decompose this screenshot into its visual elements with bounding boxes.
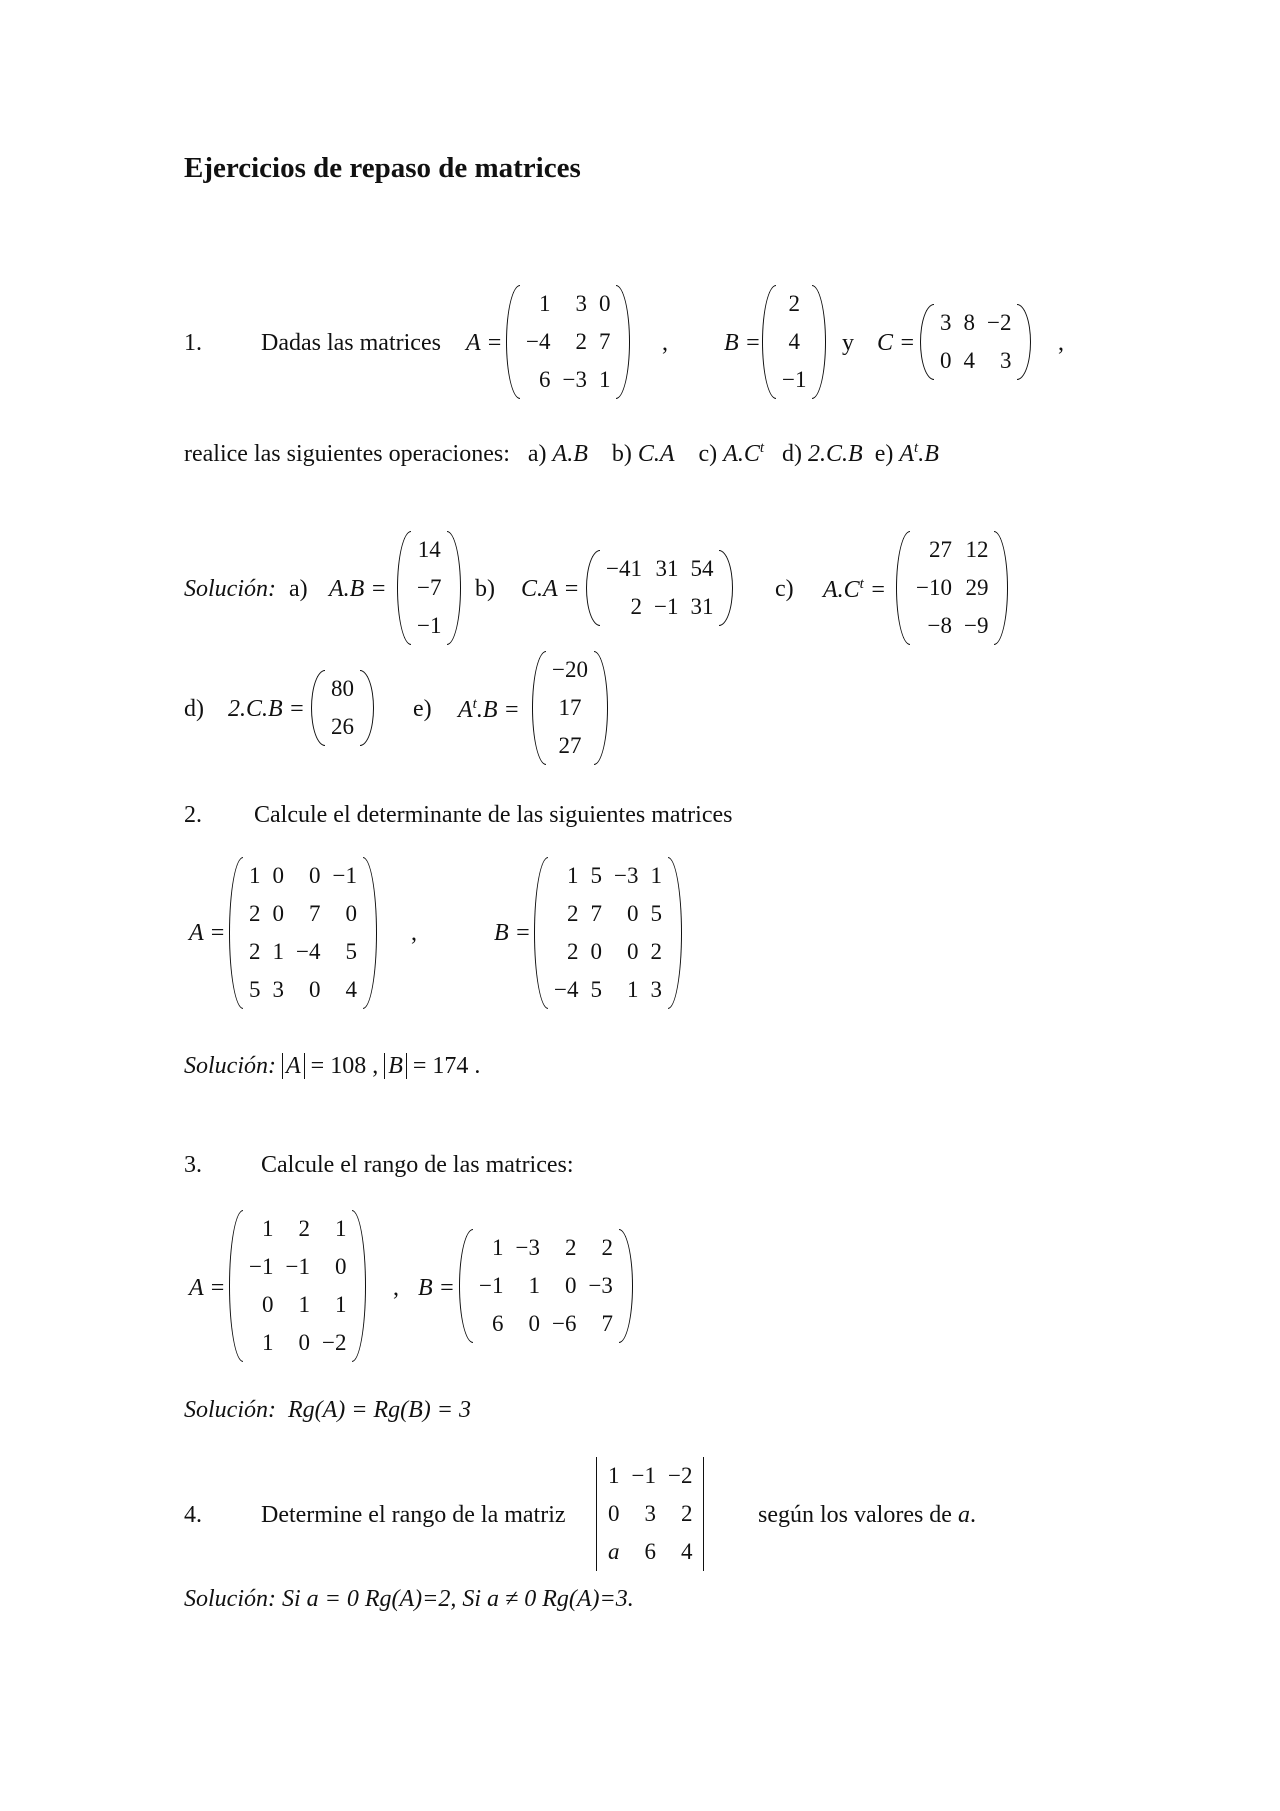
matrix-cell: 2 — [298, 1216, 310, 1241]
ex1-comma-2: , — [1058, 330, 1064, 356]
op-e-label: e) — [874, 441, 894, 467]
ex4-sol-label: Solución: — [184, 1586, 276, 1612]
matrix-cell: −1 — [417, 613, 442, 638]
matrix-cell: 7 — [308, 901, 321, 926]
matrix-left-bracket — [920, 304, 934, 380]
matrix-cell: 1 — [608, 1463, 620, 1488]
matrix-cell: 5 — [590, 863, 602, 888]
sol-e-expr-text: A — [458, 697, 473, 723]
ex1-sol-b-expr: C.A = — [521, 576, 580, 602]
ex3-solution — [184, 1397, 471, 1424]
matrix-cell: 6 — [644, 1539, 656, 1564]
ex1-sol-e-matrix — [532, 651, 608, 765]
op-a: A.B — [552, 441, 588, 467]
ex3-number: 3. — [184, 1152, 202, 1178]
ex2-matrix-b — [534, 857, 682, 1009]
matrix-cell: −2 — [321, 1330, 347, 1355]
matrix-left-bracket — [586, 550, 600, 626]
ex2-a-label: A = — [189, 920, 226, 946]
ex4-after-text: según los valores de — [758, 1502, 952, 1528]
matrix-cell: −3 — [588, 1273, 613, 1298]
matrix-cell: 4 — [788, 329, 800, 354]
op-d: 2.C.B — [808, 441, 863, 467]
ex1-sol-e-lbl: e) — [413, 696, 432, 722]
ex4-number: 4. — [184, 1502, 202, 1528]
ex3-text: Calcule el rango de las matrices: — [261, 1152, 574, 1178]
matrix-right-bracket — [360, 670, 374, 746]
matrix-cell: −3 — [613, 863, 639, 888]
matrix-grid — [411, 531, 447, 645]
matrix-cell: −3 — [515, 1235, 540, 1260]
ex4-matrix — [596, 1457, 704, 1571]
matrix-cell: 2 — [601, 1235, 613, 1260]
ex1-a-label: A = — [466, 330, 503, 356]
op-b: C.A — [637, 441, 675, 467]
matrix-cell: 0 — [590, 939, 602, 964]
ex1-sol-a-lbl: a) — [289, 576, 308, 602]
ex1-intro: Dadas las matrices — [261, 330, 441, 356]
matrix-cell: 0 — [626, 901, 639, 926]
matrix-cell: 4 — [680, 1539, 693, 1564]
matrix-cell: 1 — [566, 863, 579, 888]
det-a: A — [282, 1053, 305, 1079]
matrix-cell: −41 — [606, 556, 642, 581]
matrix-cell: 4 — [345, 977, 357, 1002]
ex4-sol-value: Si a = 0 Rg(A)=2, Si a ≠ 0 Rg(A)=3. — [281, 1586, 634, 1612]
matrix-cell: 1 — [261, 1330, 274, 1355]
matrix-cell: −4 — [296, 939, 321, 964]
matrix-cell: 1 — [261, 1216, 274, 1241]
op-c-label: c) — [698, 441, 718, 467]
matrix-grid — [910, 531, 994, 645]
transpose-mark: t — [472, 696, 477, 712]
ex3-comma: , — [393, 1275, 399, 1301]
matrix-cell: 0 — [564, 1273, 577, 1298]
matrix-cell: −6 — [551, 1311, 577, 1336]
ex1-b-label: B = — [724, 330, 761, 356]
matrix-cell: 26 — [331, 714, 354, 739]
matrix-left-bracket — [762, 285, 776, 399]
matrix-left-bracket — [532, 651, 546, 765]
ex3-a-label: A = — [189, 1275, 226, 1301]
matrix-left-bracket — [311, 670, 325, 746]
matrix-right-bracket — [1017, 304, 1031, 380]
ex1-matrix-c — [920, 304, 1031, 380]
matrix-grid — [602, 1457, 698, 1571]
matrix-cell: 2 — [680, 1501, 693, 1526]
ex4-text: Determine el rango de la matriz — [261, 1502, 566, 1528]
matrix-cell: 5 — [345, 939, 357, 964]
matrix-grid — [520, 285, 616, 399]
matrix-left-bracket — [229, 1210, 243, 1362]
ex1-sol-c-expr: $A.C^t$ = — [823, 576, 887, 603]
matrix-cell: −10 — [916, 575, 952, 600]
matrix-cell: −2 — [667, 1463, 693, 1488]
matrix-cell: 0 — [598, 291, 611, 316]
matrix-left-bracket — [459, 1229, 473, 1343]
matrix-cell: 7 — [598, 329, 611, 354]
matrix-cell: 5 — [650, 901, 662, 926]
matrix-cell: 2 — [249, 939, 261, 964]
ex2-b-label: B = — [494, 920, 531, 946]
matrix-cell: 8 — [963, 310, 975, 335]
matrix-cell: 17 — [558, 695, 582, 720]
matrix-cell: −1 — [332, 863, 357, 888]
matrix-cell: 1 — [626, 977, 639, 1002]
ex2-sol-label: Solución: — [184, 1053, 276, 1079]
matrix-right-bracket — [668, 857, 682, 1009]
matrix-cell: −4 — [526, 329, 551, 354]
matrix-grid — [243, 857, 363, 1009]
ex2-text: Calcule el determinante de las siguientes matrices — [254, 802, 733, 828]
page-title: Ejercicios de repaso de matrices — [184, 152, 581, 184]
ex3-matrix-b — [459, 1229, 633, 1343]
matrix-cell: 2 — [249, 901, 261, 926]
matrix-cell: 1 — [272, 939, 284, 964]
matrix-cell: 27 — [928, 537, 952, 562]
ex1-ops-text — [184, 440, 939, 468]
op-a-label: a) — [527, 441, 547, 467]
matrix-left-bracket — [896, 531, 910, 645]
ex1-sol-d-matrix — [311, 670, 374, 746]
matrix-cell: 6 — [538, 367, 551, 392]
ex4-dot: . — [969, 1502, 976, 1528]
op-c: A.C — [723, 441, 760, 467]
matrix-grid — [776, 285, 812, 399]
matrix-cell: 0 — [626, 939, 639, 964]
ex4-solution — [184, 1586, 634, 1613]
ex1-sol-a-expr: A.B = — [329, 576, 387, 602]
matrix-cell: 4 — [963, 348, 975, 373]
matrix-grid — [934, 304, 1017, 380]
ex3-b-label: B = — [418, 1275, 455, 1301]
ex1-number: 1. — [184, 330, 202, 356]
matrix-cell: 2 — [566, 939, 579, 964]
ex1-sol-label: Solución: — [184, 576, 276, 602]
matrix-cell: −9 — [963, 613, 989, 638]
matrix-cell: 0 — [940, 348, 952, 373]
matrix-cell: 7 — [601, 1311, 613, 1336]
ex1-and: y — [842, 330, 854, 356]
matrix-cell: 14 — [417, 537, 441, 562]
matrix-cell: −7 — [417, 575, 442, 600]
ex1-sol-c-lbl: c) — [775, 576, 794, 602]
ex3-sol-value: Rg(A) = Rg(B) = 3 — [287, 1397, 471, 1423]
ex1-sol-b-matrix — [586, 550, 733, 626]
transpose-mark: t — [759, 440, 765, 456]
det-a-value: = 108 , — [310, 1053, 379, 1079]
matrix-cell: 2 — [788, 291, 800, 316]
matrix-cell: 31 — [690, 594, 714, 619]
matrix-cell: 3 — [999, 348, 1012, 373]
matrix-cell: 2 — [566, 901, 579, 926]
matrix-cell: −2 — [987, 310, 1012, 335]
matrix-cell: 1 — [334, 1292, 347, 1317]
op-e-rest: .B — [918, 441, 939, 467]
ex1-matrix-b — [762, 285, 826, 399]
matrix-cell: 5 — [249, 977, 261, 1002]
ex4-after — [758, 1502, 976, 1529]
matrix-cell: 1 — [298, 1292, 310, 1317]
matrix-cell: 2 — [650, 939, 662, 964]
matrix-cell: −20 — [552, 657, 588, 682]
matrix-cell: −1 — [631, 1463, 656, 1488]
matrix-cell: 0 — [298, 1330, 310, 1355]
matrix-grid — [325, 670, 360, 746]
matrix-cell: 6 — [491, 1311, 504, 1336]
matrix-grid — [548, 857, 668, 1009]
matrix-left-bracket — [534, 857, 548, 1009]
ex2-solution — [184, 1053, 480, 1080]
matrix-right-bracket — [698, 1457, 704, 1571]
op-b-label: b) — [611, 441, 632, 467]
matrix-cell: 2 — [575, 329, 587, 354]
matrix-right-bracket — [619, 1229, 633, 1343]
matrix-right-bracket — [994, 531, 1008, 645]
matrix-grid — [600, 550, 719, 626]
matrix-right-bracket — [719, 550, 733, 626]
matrix-grid — [473, 1229, 619, 1343]
matrix-cell: 3 — [575, 291, 587, 316]
ex2-number: 2. — [184, 802, 202, 828]
matrix-cell: 3 — [644, 1501, 656, 1526]
ex1-matrix-a — [506, 285, 630, 399]
matrix-cell: 29 — [965, 575, 989, 600]
matrix-cell: 54 — [690, 556, 714, 581]
matrix-cell: −8 — [927, 613, 952, 638]
matrix-cell: −3 — [562, 367, 587, 392]
ex1-sol-a-matrix — [397, 531, 461, 645]
matrix-cell: 5 — [590, 977, 602, 1002]
matrix-cell: 1 — [538, 291, 551, 316]
matrix-cell: 31 — [655, 556, 679, 581]
matrix-right-bracket — [447, 531, 461, 645]
ex2-comma: , — [411, 920, 417, 946]
matrix-cell: 2 — [630, 594, 642, 619]
matrix-cell: 7 — [590, 901, 602, 926]
matrix-cell: 0 — [608, 1501, 620, 1526]
matrix-left-bracket — [506, 285, 520, 399]
matrix-cell: 1 — [491, 1235, 504, 1260]
matrix-cell: 0 — [261, 1292, 274, 1317]
sol-c-expr-text: A.C — [823, 577, 860, 603]
matrix-right-bracket — [812, 285, 826, 399]
ex2-matrix-a — [229, 857, 377, 1009]
ex1-sol-b-lbl: b) — [475, 576, 495, 602]
ex3-sol-label: Solución: — [184, 1397, 276, 1423]
matrix-cell: 1 — [598, 367, 611, 392]
matrix-cell: 0 — [334, 1254, 347, 1279]
det-b: B — [384, 1053, 407, 1079]
matrix-cell: 1 — [334, 1216, 347, 1241]
ex4-var: a — [957, 1502, 970, 1528]
matrix-cell: 2 — [564, 1235, 577, 1260]
transpose-mark: t — [914, 440, 919, 456]
matrix-cell: 0 — [308, 863, 321, 888]
matrix-cell: 3 — [272, 977, 284, 1002]
ops-text: realice las siguientes operaciones: — [184, 441, 510, 467]
matrix-cell: a — [608, 1539, 620, 1564]
matrix-right-bracket — [352, 1210, 366, 1362]
matrix-cell: 3 — [650, 977, 662, 1002]
matrix-cell: 1 — [249, 863, 261, 888]
matrix-grid — [243, 1210, 352, 1362]
matrix-grid — [546, 651, 594, 765]
matrix-cell: −1 — [782, 367, 807, 392]
matrix-cell: 3 — [940, 310, 952, 335]
matrix-cell: 12 — [965, 537, 989, 562]
matrix-cell: 27 — [558, 733, 582, 758]
op-e: A — [899, 441, 915, 467]
matrix-cell: −1 — [479, 1273, 504, 1298]
ex3-matrix-a — [229, 1210, 366, 1362]
matrix-cell: −1 — [653, 594, 679, 619]
ex1-sol-c-matrix — [896, 531, 1008, 645]
matrix-cell: −4 — [554, 977, 579, 1002]
ex1-comma: , — [662, 330, 668, 356]
det-b-value: = 174 . — [412, 1053, 481, 1079]
matrix-cell: 0 — [272, 863, 284, 888]
matrix-cell: 0 — [345, 901, 357, 926]
ex1-sol-d-expr: 2.C.B = — [228, 696, 305, 722]
ex1-c-label: C = — [877, 330, 916, 356]
matrix-left-bracket — [229, 857, 243, 1009]
matrix-cell: −1 — [285, 1254, 310, 1279]
matrix-cell: 80 — [331, 676, 354, 701]
matrix-cell: 1 — [650, 863, 662, 888]
transpose-mark: t — [859, 576, 864, 592]
matrix-cell: 1 — [528, 1273, 540, 1298]
matrix-right-bracket — [363, 857, 377, 1009]
matrix-right-bracket — [616, 285, 630, 399]
matrix-left-bracket — [397, 531, 411, 645]
matrix-cell: −1 — [249, 1254, 274, 1279]
matrix-right-bracket — [594, 651, 608, 765]
op-d-label: d) — [782, 441, 803, 467]
matrix-cell: 0 — [308, 977, 321, 1002]
matrix-cell: 0 — [272, 901, 284, 926]
ex1-sol-e-expr — [458, 696, 520, 724]
matrix-cell: 0 — [528, 1311, 540, 1336]
ex1-sol-d-lbl: d) — [184, 696, 204, 722]
sol-e-expr-rest: .B = — [476, 697, 520, 723]
